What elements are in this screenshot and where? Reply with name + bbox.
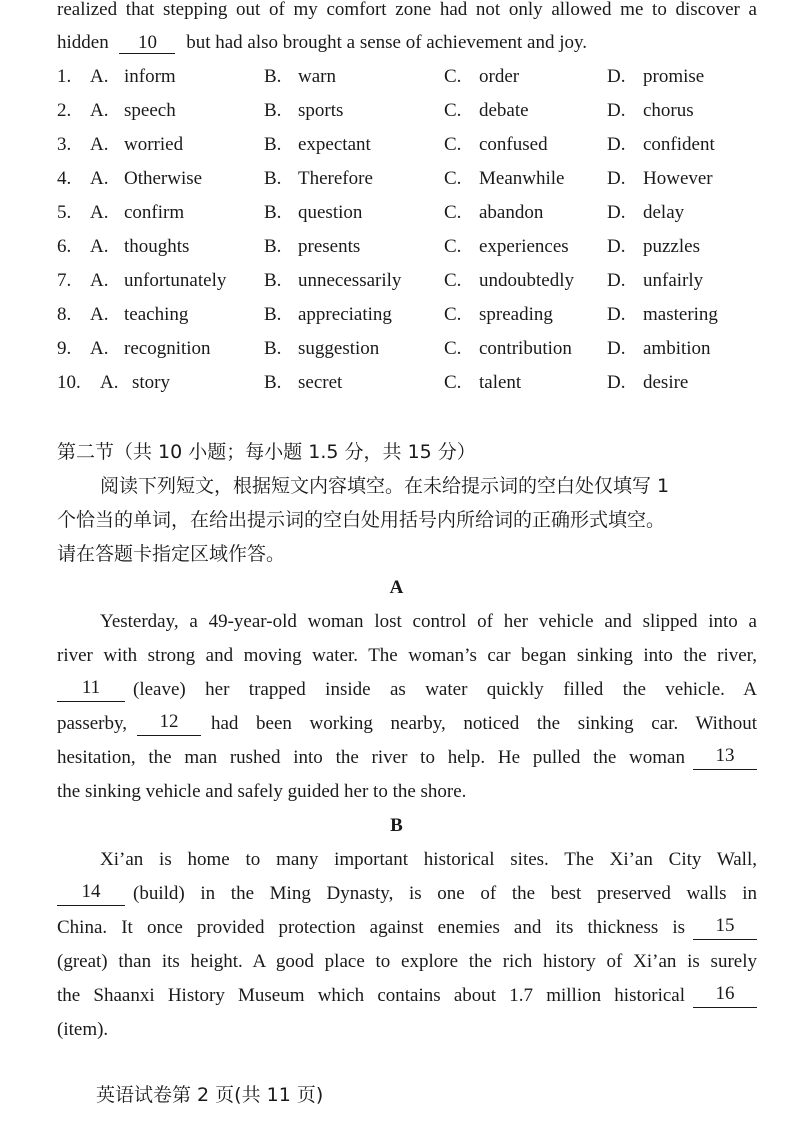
passage-a-line-6: the sinking vehicle and safely guided her to the shore. [57,781,467,802]
option-a-text: thoughts [124,236,190,257]
passage-b-line-3-text: China. It once provided protection against enemies and its thickness is [57,917,685,938]
section-2-instruction-3: 请在答题卡指定区域作答。 [57,543,286,565]
passage-a-line-3-text: (leave) her trapped inside as water quickly filled the vehicle. A [133,679,757,700]
option-letter-c: C. [444,202,462,223]
question-number: 8. [57,304,72,325]
option-letter-b: B. [264,338,282,359]
passage-b-line-5-text: the Shaanxi History Museum which contains about 1.7 million historical [57,985,685,1006]
option-letter-b: B. [264,134,282,155]
option-c-text: abandon [479,202,544,223]
option-row [57,201,757,225]
section-2-instruction-1: 阅读下列短文，根据短文内容填空。在未给提示词的空白处仅填写 1 [100,475,670,497]
blank-13: 13 [693,746,757,770]
passage-b-line-6: (item). [57,1019,109,1040]
option-d-text: promise [643,66,705,87]
passage-b-line-3 [57,916,757,940]
option-letter-a: A. [90,270,109,291]
option-a-text: recognition [124,338,211,359]
option-c-text: order [479,66,520,87]
option-a-text: speech [124,100,176,121]
option-b-text: appreciating [298,304,392,325]
option-c-text: Meanwhile [479,168,565,189]
option-d-text: chorus [643,100,694,121]
option-row [57,99,757,123]
passage-a-line-4-pre: passerby, [57,713,127,734]
option-b-text: unnecessarily [298,270,402,291]
option-d-text: puzzles [643,236,700,257]
option-letter-b: B. [264,66,282,87]
option-row [57,167,757,191]
option-d-text: ambition [643,338,711,359]
option-letter-b: B. [264,304,282,325]
option-c-text: spreading [479,304,553,325]
option-b-text: secret [298,372,343,393]
blank-15: 15 [693,916,757,940]
option-a-text: unfortunately [124,270,227,291]
question-number: 2. [57,100,72,121]
option-letter-a: A. [90,66,109,87]
option-a-text: confirm [124,202,185,223]
option-letter-b: B. [264,236,282,257]
question-number: 7. [57,270,72,291]
blank-12: 12 [137,712,201,736]
option-row [57,337,757,361]
option-row [57,303,757,327]
passage-b-line-2 [57,882,757,906]
option-d-text: unfairly [643,270,704,291]
option-letter-d: D. [607,270,626,291]
option-row [57,235,757,259]
option-letter-c: C. [444,134,462,155]
option-b-text: question [298,202,363,223]
option-a-text: worried [124,134,184,155]
option-letter-b: B. [264,270,282,291]
option-b-text: sports [298,100,344,121]
option-letter-a: A. [90,134,109,155]
passage-a-title: A [389,577,404,598]
passage-b-line-4: (great) than its height. A good place to explore the rich history of Xi’an is surely [57,951,757,972]
option-letter-c: C. [444,66,462,87]
option-b-text: warn [298,66,336,87]
section-2-header: 第二节（共 10 小题；每小题 1.5 分，共 15 分） [57,441,476,463]
option-b-text: expectant [298,134,371,155]
option-letter-d: D. [607,304,626,325]
passage-a-line-4 [57,712,757,736]
option-c-text: debate [479,100,529,121]
question-number: 10. [57,372,81,393]
question-number: 1. [57,66,72,87]
option-letter-d: D. [607,66,626,87]
option-c-text: experiences [479,236,569,257]
option-row [57,133,757,157]
option-letter-b: B. [264,168,282,189]
option-letter-a: A. [90,304,109,325]
option-b-text: Therefore [298,168,373,189]
passage-b-title: B [390,815,403,836]
option-row [57,371,757,395]
option-letter-c: C. [444,270,462,291]
option-b-text: presents [298,236,361,257]
intro-line-2 [57,31,757,55]
option-letter-c: C. [444,338,462,359]
question-number: 6. [57,236,72,257]
blank-16: 16 [693,984,757,1008]
option-letter-d: D. [607,202,626,223]
option-row [57,65,757,89]
passage-a-line-5 [57,746,757,770]
option-letter-a: A. [90,100,109,121]
option-letter-d: D. [607,372,626,393]
passage-b-line-5 [57,984,757,1008]
question-number: 4. [57,168,72,189]
passage-b-line-2-text: (build) in the Ming Dynasty, is one of the best preserved walls in [133,883,757,904]
option-letter-a: A. [90,338,109,359]
question-number: 5. [57,202,72,223]
option-letter-b: B. [264,100,282,121]
section-2-instruction-2: 个恰当的单词，在给出提示词的空白处用括号内所给词的正确形式填空。 [57,509,666,531]
intro-line-2-post: but had also brought a sense of achievement and joy. [186,32,588,53]
option-letter-c: C. [444,236,462,257]
option-letter-c: C. [444,304,462,325]
option-letter-d: D. [607,236,626,257]
blank-11: 11 [57,678,125,702]
option-letter-d: D. [607,168,626,189]
option-letter-b: B. [264,202,282,223]
question-number: 3. [57,134,72,155]
option-c-text: confused [479,134,548,155]
blank-10: 10 [119,33,175,54]
option-letter-b: B. [264,372,282,393]
option-c-text: talent [479,372,522,393]
option-d-text: However [643,168,713,189]
option-letter-a: A. [90,236,109,257]
option-d-text: desire [643,372,689,393]
blank-14: 14 [57,882,125,906]
question-number: 9. [57,338,72,359]
intro-line-1: realized that stepping out of my comfort zone had not only allowed me to discover a [57,0,757,20]
option-letter-d: D. [607,338,626,359]
option-d-text: mastering [643,304,718,325]
option-letter-a: A. [90,168,109,189]
option-letter-c: C. [444,100,462,121]
option-c-text: undoubtedly [479,270,574,291]
passage-a-line-5-text: hesitation, the man rushed into the river to help. He pulled the woman [57,747,685,768]
option-a-text: Otherwise [124,168,203,189]
passage-a-line-2: river with strong and moving water. The woman’s car began sinking into the river, [57,645,757,666]
option-a-text: inform [124,66,176,87]
option-letter-d: D. [607,100,626,121]
option-d-text: confident [643,134,715,155]
passage-a-line-3 [57,678,757,702]
passage-a-line-4-post: had been working nearby, noticed the sinking car. Without [211,713,757,734]
option-a-text: teaching [124,304,189,325]
passage-b-line-1: Xi’an is home to many important historical sites. The Xi’an City Wall, [100,849,757,870]
intro-line-2-pre: hidden [57,32,109,53]
option-b-text: suggestion [298,338,380,359]
option-letter-a: A. [90,202,109,223]
option-c-text: contribution [479,338,572,359]
passage-a-line-1: Yesterday, a 49-year-old woman lost control of her vehicle and slipped into a [100,611,757,632]
page-footer: 英语试卷第 2 页(共 11 页) [96,1084,324,1106]
option-letter-c: C. [444,168,462,189]
option-letter-d: D. [607,134,626,155]
option-row [57,269,757,293]
option-d-text: delay [643,202,685,223]
option-letter-a: A. [100,372,119,393]
option-letter-c: C. [444,372,462,393]
option-a-text: story [132,372,170,393]
